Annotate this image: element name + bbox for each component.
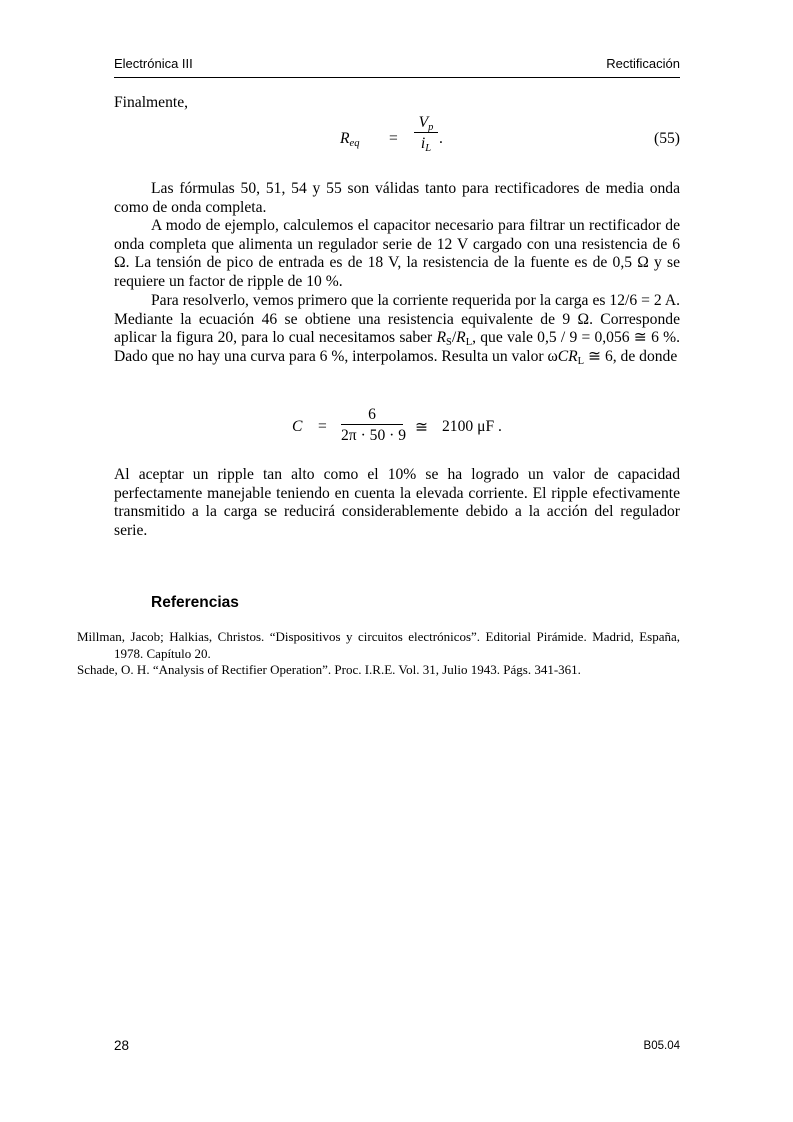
p3-text-a: Para resolverlo, vemos primero que la corriente requerida por la carga es 12/6 = 2 A. Mediante la ecuación 46 se obtiene una resistencia equivalente de 9 Ω. Corresponde aplicar la figura 20, para lo cual necesitamos saber: [114, 292, 680, 347]
p3-rs-sub: S: [445, 337, 452, 349]
eqc-lhs: C: [292, 418, 303, 435]
eqc-denominator: 2π · 50 · 9: [341, 424, 403, 447]
header-right: Rectificación: [606, 56, 680, 71]
eqc-result: 2100 μF .: [442, 418, 502, 435]
references-heading: Referencias: [151, 594, 239, 611]
eq55-numerator: [414, 114, 438, 132]
paragraph-2: A modo de ejemplo, calculemos el capacitor necesario para filtrar un rectificador de onda completa que alimenta un regulador serie de 12 V cargado con una resistencia de 6 Ω. La tensión de pico de entrada es de 18 V, la resistencia de la fuente es de 0,5 Ω y se requiere un factor de ripple de 10 %.: [114, 217, 680, 290]
eq55-number: (55): [654, 130, 680, 147]
eq55-lhs-var: R: [340, 130, 350, 147]
p3-text-c: ≅ 6, de donde: [584, 347, 678, 365]
eq55-lhs: [340, 130, 359, 148]
paragraph-1: Las fórmulas 50, 51, 54 y 55 son válidas tanto para rectificadores de media onda como de onda completa.: [114, 180, 680, 216]
header-rule: [114, 77, 680, 78]
eq55-period: .: [439, 130, 443, 147]
eqc-equals: =: [318, 418, 327, 435]
paragraph-3: [114, 292, 680, 366]
p3-cr: CR: [557, 347, 578, 365]
paragraph-4: Al aceptar un ripple tan alto como el 10% se ha logrado un valor de capacidad perfectamente manejable teniendo en cuenta la elevada corriente. El ripple efectivamente transmitido a la carga se reducirá considerablemente debido a la acción del regulador serie.: [114, 466, 680, 539]
p3-cr-sub: L: [577, 355, 585, 367]
p3-slash: /: [451, 329, 457, 347]
p3-rl-sub: L: [465, 337, 473, 349]
p3-rs: R: [436, 329, 446, 347]
eqc-numerator: 6: [368, 406, 376, 423]
p3-text-b: , que vale 0,5 / 9 = 0,056 ≅ 6 %. Dado que no hay una curva para 6 %, interpolamos. Resulta un valor ω: [114, 329, 680, 365]
reference-item: Schade, O. H. “Analysis of Rectifier Operation”. Proc. I.R.E. Vol. 31, Julio 1943. Págs. 341-361.: [77, 662, 581, 677]
header-left: Electrónica III: [114, 56, 193, 71]
eqc-fraction: [341, 406, 407, 447]
document-code: B05.04: [643, 1040, 680, 1052]
eq55-denominator: [414, 132, 438, 155]
eq55-equals: =: [389, 130, 398, 147]
eq55-num-var: V: [418, 114, 429, 131]
eqc-approx: ≅: [415, 419, 429, 436]
eq55-lhs-sub: eq: [349, 138, 360, 149]
intro-text: Finalmente,: [114, 94, 189, 111]
eq55-fraction: [414, 114, 438, 155]
eq55-den-sub: L: [425, 143, 432, 154]
page-number: 28: [114, 1038, 130, 1053]
eq55-den-var: i: [420, 135, 426, 152]
p3-rl: R: [456, 329, 466, 347]
eq55-num-sub: p: [428, 122, 434, 133]
reference-item: Millman, Jacob; Halkias, Christos. “Dispositivos y circuitos electrónicos”. Editorial Pirámide. Madrid, España, 1978. Capítulo 20.: [77, 629, 680, 661]
